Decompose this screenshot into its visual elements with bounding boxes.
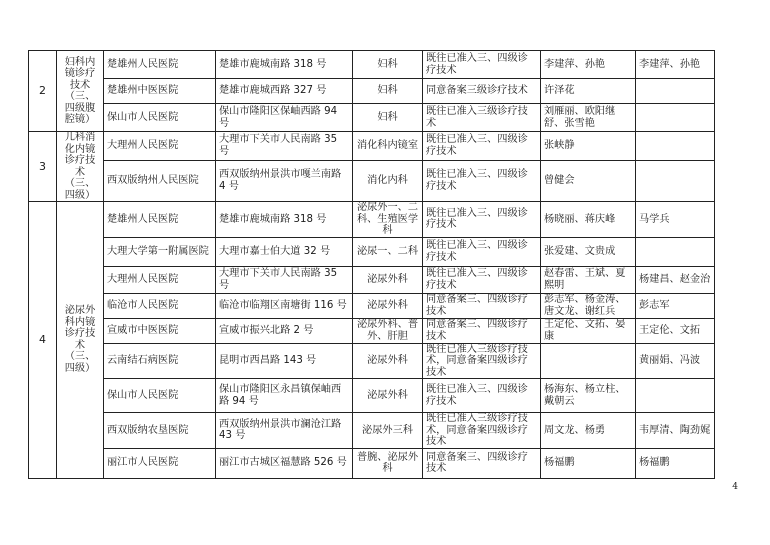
doctors: 曾健会 (541, 160, 636, 201)
doctors: 张峡静 (541, 132, 636, 161)
department: 消化内科 (353, 160, 423, 201)
table-row (29, 318, 715, 343)
technique-category: 儿科消化内镜诊疗技术（三、四级） (57, 132, 104, 202)
hospital-address: 西双版纳州景洪市澜沧江路 43 号 (216, 413, 353, 449)
approval-status: 既往已准入三、四级诊疗技术 (423, 160, 541, 201)
remark: 马学兵 (636, 202, 715, 238)
approval-status: 同意备案三、四级诊疗技术 (423, 293, 541, 318)
remark: 杨福鹏 (636, 448, 715, 478)
doctors: 许泽花 (541, 79, 636, 104)
table-row (29, 237, 715, 266)
approval-status: 既往已准入三级诊疗技术 (423, 104, 541, 132)
hospital-name: 丽江市人民医院 (104, 448, 216, 478)
hospital-name: 楚雄州人民医院 (104, 51, 216, 79)
remark: 彭志军 (636, 293, 715, 318)
remark: 韦厚清、陶劲娓 (636, 413, 715, 449)
department: 妇科 (353, 79, 423, 104)
hospital-name: 大理州人民医院 (104, 266, 216, 293)
hospital-name: 大理州人民医院 (104, 132, 216, 161)
approval-status: 既往已准入三、四级诊疗技术 (423, 202, 541, 238)
technique-category: 妇科内镜诊疗技术（三、四级腹腔镜） (57, 51, 104, 132)
group-number: 3 (29, 132, 57, 202)
hospital-name: 楚雄州中医医院 (104, 79, 216, 104)
doctors: 杨晓丽、蒋庆峰 (541, 202, 636, 238)
approval-status: 同意备案三、四级诊疗技术 (423, 318, 541, 343)
hospital-name: 保山市人民医院 (104, 104, 216, 132)
remark: 黄丽娟、冯波 (636, 343, 715, 379)
department: 泌尿外科 (353, 379, 423, 413)
approval-status: 既往已准入三、四级诊疗技术 (423, 379, 541, 413)
table-row (29, 104, 715, 132)
remark (636, 379, 715, 413)
technique-category: 泌尿外科内镜诊疗技术（三、四级） (57, 202, 104, 479)
group-number: 4 (29, 202, 57, 479)
doctors: 杨福鹏 (541, 448, 636, 478)
hospital-name: 西双版纳州人民医院 (104, 160, 216, 201)
remark (636, 104, 715, 132)
doctors: 刘雁丽、欧阳继舒、张雪艳 (541, 104, 636, 132)
approval-status: 既往已准入三、四级诊疗技术 (423, 266, 541, 293)
remark: 李建萍、孙艳 (636, 51, 715, 79)
doctors: 彭志军、杨金涛、唐文龙、谢红兵 (541, 293, 636, 318)
table-row (29, 266, 715, 293)
approval-status: 既往已准入三、四级诊疗技术 (423, 132, 541, 161)
hospital-address: 楚雄市鹿城南路 318 号 (216, 202, 353, 238)
page-number: 4 (732, 482, 738, 492)
department: 泌尿一、二科 (353, 237, 423, 266)
hospital-name: 临沧市人民医院 (104, 293, 216, 318)
approval-status: 既往已准入三、四级诊疗技术 (423, 51, 541, 79)
department: 泌尿外科 (353, 343, 423, 379)
remark (636, 237, 715, 266)
hospital-address: 楚雄市鹿城西路 327 号 (216, 79, 353, 104)
group-number: 2 (29, 51, 57, 132)
hospital-name: 保山市人民医院 (104, 379, 216, 413)
hospital-name: 大理大学第一附属医院 (104, 237, 216, 266)
table-row (29, 132, 715, 161)
hospital-address: 临沧市临翔区南塘街 116 号 (216, 293, 353, 318)
remark: 杨建昌、赵金治 (636, 266, 715, 293)
table-row (29, 448, 715, 478)
hospital-address: 大理市下关市人民南路 35 号 (216, 266, 353, 293)
hospital-address: 保山市隆阳区永昌镇保岫西路 94 号 (216, 379, 353, 413)
hospital-address: 昆明市西昌路 143 号 (216, 343, 353, 379)
approval-status: 既往已准入三级诊疗技术，同意备案四级诊疗技术 (423, 413, 541, 449)
department: 泌尿外三科 (353, 413, 423, 449)
approval-status: 既往已准入三级诊疗技术，同意备案四级诊疗技术 (423, 343, 541, 379)
hospital-name: 宣威市中医医院 (104, 318, 216, 343)
remark (636, 132, 715, 161)
approval-status: 同意备案三级诊疗技术 (423, 79, 541, 104)
table-row (29, 293, 715, 318)
hospital-name: 云南结石病医院 (104, 343, 216, 379)
table-row (29, 202, 715, 238)
doctors: 赵春雷、王斌、夏熙明 (541, 266, 636, 293)
hospital-address: 保山市隆阳区保岫西路 94 号 (216, 104, 353, 132)
table-row (29, 51, 715, 79)
remark (636, 160, 715, 201)
department: 泌尿外科 (353, 293, 423, 318)
approval-status: 同意备案三、四级诊疗技术 (423, 448, 541, 478)
department: 普腕、泌尿外科 (353, 448, 423, 478)
hospital-name: 楚雄州人民医院 (104, 202, 216, 238)
hospital-address: 大理市嘉士伯大道 32 号 (216, 237, 353, 266)
department: 妇科 (353, 51, 423, 79)
department: 消化科内镜室 (353, 132, 423, 161)
hospital-address: 西双版纳州景洪市嘎兰南路 4 号 (216, 160, 353, 201)
doctors: 杨海东、杨立柱、戴朝云 (541, 379, 636, 413)
approval-status: 既往已准入三、四级诊疗技术 (423, 237, 541, 266)
department: 泌尿外科 (353, 266, 423, 293)
hospital-table (28, 50, 715, 479)
hospital-address: 大理市下关市人民南路 35 号 (216, 132, 353, 161)
table-row (29, 379, 715, 413)
hospital-address: 宣威市振兴北路 2 号 (216, 318, 353, 343)
remark: 王定伦、文拓 (636, 318, 715, 343)
doctors: 张爱建、文贵成 (541, 237, 636, 266)
hospital-address: 楚雄市鹿城南路 318 号 (216, 51, 353, 79)
doctors: 李建萍、孙艳 (541, 51, 636, 79)
doctors: 王定伦、文拓、晏康 (541, 318, 636, 343)
table-row (29, 343, 715, 379)
table-row (29, 79, 715, 104)
department: 泌尿外科、普外、肝胆 (353, 318, 423, 343)
hospital-address: 丽江市古城区福慧路 526 号 (216, 448, 353, 478)
department: 泌尿外一、二科、生殖医学科 (353, 202, 423, 238)
doctors: 周文龙、杨勇 (541, 413, 636, 449)
table-row (29, 160, 715, 201)
department: 妇科 (353, 104, 423, 132)
remark (636, 79, 715, 104)
table-row (29, 413, 715, 449)
hospital-name: 西双版纳农垦医院 (104, 413, 216, 449)
doctors (541, 343, 636, 379)
